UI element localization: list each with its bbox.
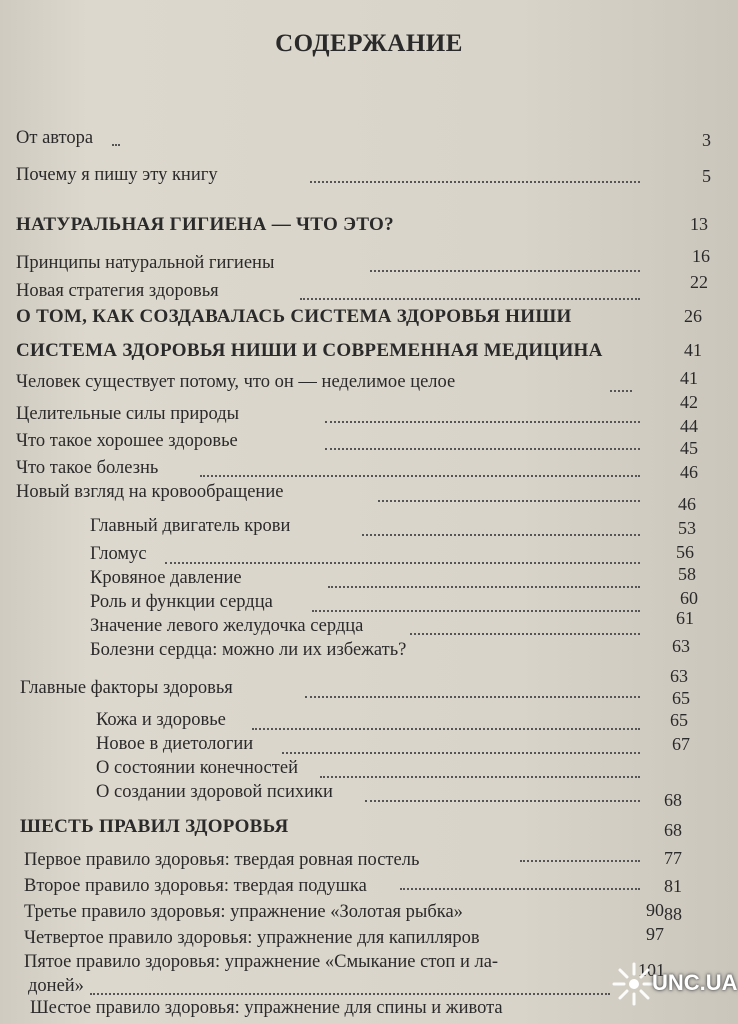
toc-entry-text: Первое правило здоровья: твердая ровная постель	[24, 850, 420, 870]
toc-entry-text: НАТУРАЛЬНАЯ ГИГИЕНА — ЧТО ЭТО?	[16, 214, 394, 235]
toc-leader	[610, 390, 632, 392]
toc-leader	[305, 696, 640, 698]
toc-leader	[325, 421, 640, 423]
toc-entry-page: 42	[680, 392, 698, 412]
toc-leader	[362, 534, 640, 536]
toc-entry-page: 65	[672, 688, 690, 708]
toc-entry-page: 97	[646, 924, 664, 944]
toc-entry-page: 101	[638, 960, 665, 980]
toc-entry-page: 81	[664, 876, 682, 896]
toc-leader	[165, 562, 640, 564]
toc-leader	[200, 475, 640, 477]
toc-entry-page: 56	[676, 542, 694, 562]
toc-entry-page: 45	[680, 438, 698, 458]
toc-entry-text: Пятое правило здоровья: упражнение «Смыкание стоп и ла-	[24, 952, 499, 972]
toc-entry-text: Роль и функции сердца	[90, 592, 273, 612]
toc-entry-text: Главные факторы здоровья	[20, 678, 233, 698]
toc-entry-page: 60	[680, 588, 698, 608]
toc-entry-text: ШЕСТЬ ПРАВИЛ ЗДОРОВЬЯ	[20, 816, 289, 837]
toc-entry-page: 88	[664, 904, 682, 924]
toc-entry-page: 3	[702, 130, 711, 150]
toc-entry-text: СИСТЕМА ЗДОРОВЬЯ НИШИ И СОВРЕМЕННАЯ МЕДИЦИНА	[16, 340, 603, 361]
site-watermark	[612, 958, 738, 1010]
toc-entry-page: 63	[672, 636, 690, 656]
toc-entry-text: Кожа и здоровье	[96, 710, 226, 730]
toc-leader	[410, 633, 640, 635]
toc-entry-text: Значение левого желудочка сердца	[90, 616, 364, 636]
toc-entry-page: 26	[684, 306, 702, 326]
toc-entry-text: Целительные силы природы	[16, 404, 240, 424]
toc-entry-page: 41	[680, 368, 698, 388]
toc-entry-page: 63	[670, 666, 688, 686]
toc-entry-text: Принципы натуральной гигиены	[16, 253, 275, 273]
toc-entry-text: О ТОМ, КАК СОЗДАВАЛАСЬ СИСТЕМА ЗДОРОВЬЯ НИШИ	[16, 306, 572, 327]
toc-entry-text: Шестое правило здоровья: упражнение для спины и живота	[30, 998, 503, 1018]
toc-entry-text: Новое в диетологии	[96, 734, 254, 754]
toc-entry-page: 5	[702, 166, 711, 186]
toc-entry-page: 90	[646, 900, 664, 920]
toc-entry-text: Кровяное давление	[90, 568, 242, 588]
toc-entry-text: доней»	[28, 976, 84, 996]
toc-entry-text: Второе правило здоровья: твердая подушка	[24, 876, 367, 896]
sunburst-icon	[612, 962, 656, 1006]
toc-entry-page: 46	[678, 494, 696, 514]
toc-entry-page: 65	[670, 710, 688, 730]
toc-leader	[300, 298, 640, 300]
toc-leader	[520, 860, 640, 862]
toc-leader	[320, 776, 640, 778]
toc-entry-text: О состоянии конечностей	[96, 758, 298, 778]
toc-entry-page: 46	[680, 462, 698, 482]
toc-leader	[312, 610, 640, 612]
toc-leader	[370, 270, 640, 272]
toc-entry-text: От автора	[16, 128, 94, 148]
toc-leader	[325, 448, 640, 450]
toc-leader	[365, 800, 640, 802]
toc-entry-text: Что такое хорошее здоровье	[16, 431, 238, 451]
toc-entry-text: Что такое болезнь	[16, 458, 159, 478]
toc-entry-text: Гломус	[90, 544, 147, 564]
toc-entry-page: 61	[676, 608, 694, 628]
toc-leader	[90, 993, 610, 995]
toc-entry-page: 77	[664, 848, 682, 868]
toc-entry-text: Новый взгляд на кровообращение	[16, 482, 284, 502]
toc-entry-text: Третье правило здоровья: упражнение «Золотая рыбка»	[24, 902, 463, 922]
toc-leader	[112, 144, 120, 146]
toc-entry-page: 58	[678, 564, 696, 584]
toc-entry-page: 16	[692, 246, 710, 266]
toc-entry-text: Новая стратегия здоровья	[16, 281, 219, 301]
toc-entry-page: 68	[664, 790, 682, 810]
toc-leader	[328, 586, 640, 588]
toc-entry-page: 44	[680, 416, 698, 436]
toc-leader	[282, 752, 640, 754]
toc-entry-text: Главный двигатель крови	[90, 516, 291, 536]
toc-entry-page: 68	[664, 820, 682, 840]
toc-entry-page: 67	[672, 734, 690, 754]
toc-entry-page: 13	[690, 214, 708, 234]
toc-entry-text: Четвертое правило здоровья: упражнение для капилляров	[24, 928, 480, 948]
page-title: СОДЕРЖАНИЕ	[275, 30, 463, 57]
toc-leader	[252, 728, 640, 730]
toc-entry-page: 53	[678, 518, 696, 538]
toc-entry-text: О создании здоровой психики	[96, 782, 333, 802]
toc-entry-page: 22	[690, 272, 708, 292]
toc-entry-text: Человек существует потому, что он — неделимое целое	[16, 372, 456, 392]
watermark-text: UNC.UA	[652, 970, 738, 995]
toc-leader	[378, 500, 640, 502]
toc-entry-text: Болезни сердца: можно ли их избежать?	[90, 640, 407, 660]
toc-entry-text: Почему я пишу эту книгу	[16, 165, 218, 185]
toc-leader	[310, 181, 640, 183]
toc-entry-page: 41	[684, 340, 702, 360]
toc-leader	[400, 888, 640, 890]
